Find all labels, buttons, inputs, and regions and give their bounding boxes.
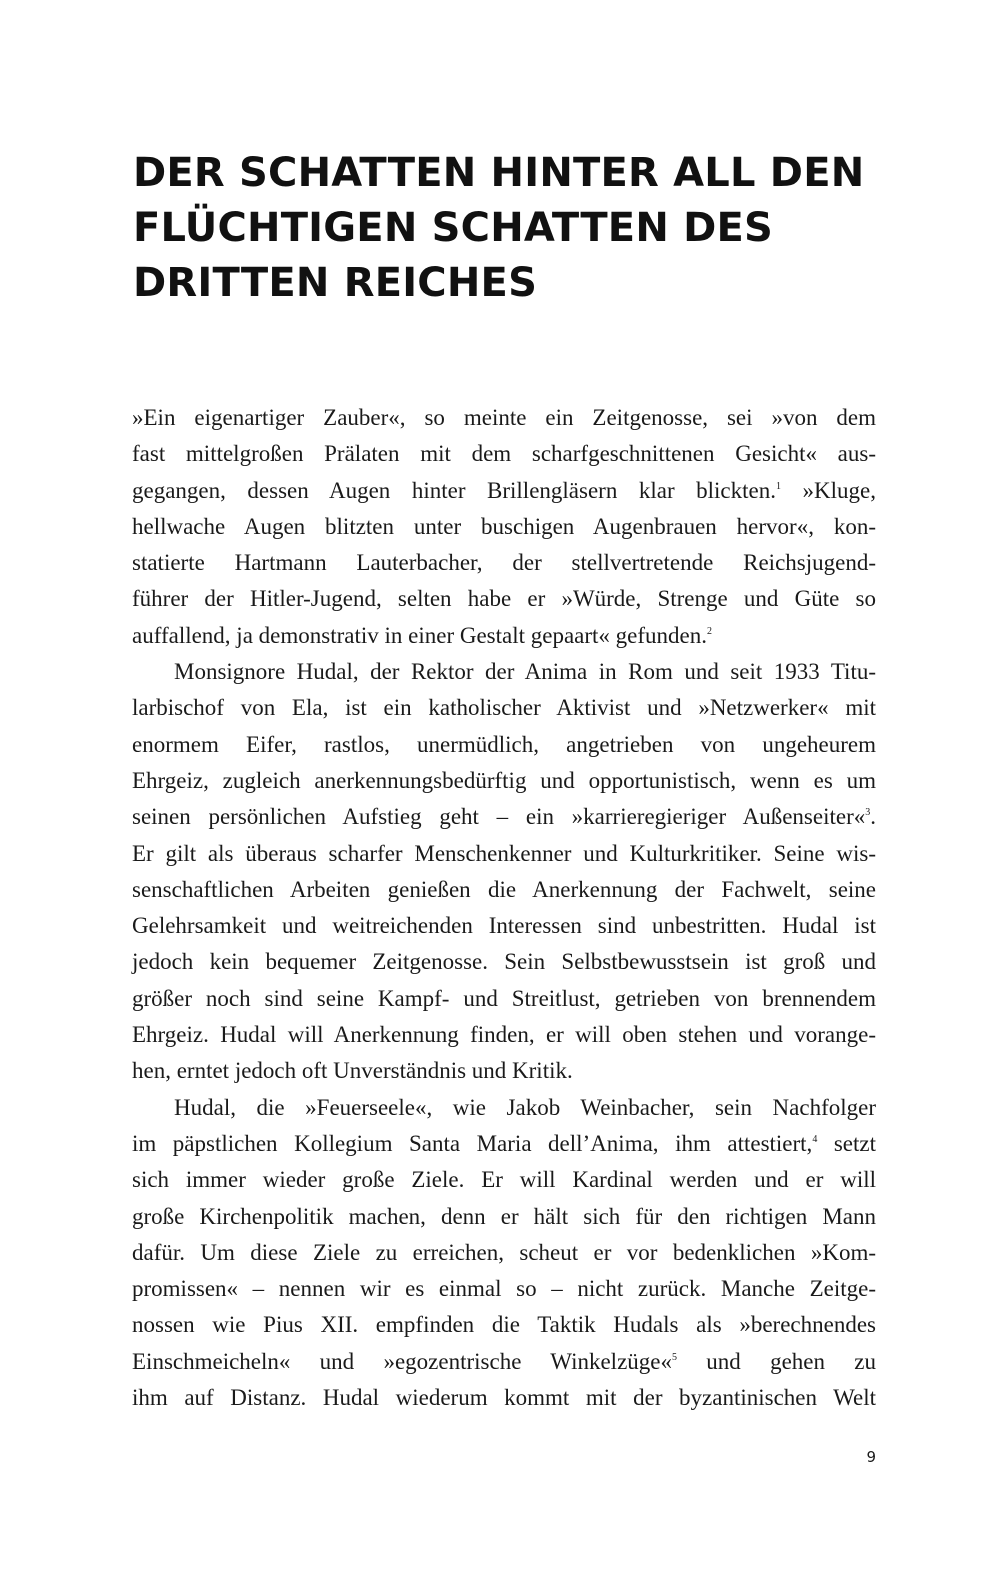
text-line: Monsignore Hudal, der Rektor der Anima in Rom und seit 1933 Titu- [174, 659, 876, 685]
text-line: nossen wie Pius XII. empfinden die Taktik Hudals als »berechnendes [132, 1312, 876, 1338]
text-line: jedoch kein bequemer Zeitgenosse. Sein Selbstbewusstsein ist groß und [132, 949, 876, 975]
paragraph-2 [132, 654, 876, 1090]
text-segment: und gehen zu [676, 1348, 876, 1374]
text-line: enormem Eifer, rastlos, unermüdlich, angetrieben von ungeheurem [132, 731, 876, 757]
text-line: größer noch sind seine Kampf- und Streitlust, getrieben von brennendem [132, 985, 876, 1011]
text-segment: seinen persönlichen Aufstieg geht – ein »karrieregieriger Außenseiter« [132, 804, 866, 830]
text-segment: setzt [817, 1130, 876, 1156]
text-segment: »Kluge, [780, 477, 876, 503]
text-segment: . [870, 804, 876, 830]
text-line [132, 1344, 876, 1380]
text-line: ihm auf Distanz. Hudal wiederum kommt mit der byzantinischen Welt [132, 1385, 876, 1411]
chapter-title [133, 146, 893, 311]
footnote-marker: 1 [775, 480, 781, 492]
text-line [132, 799, 876, 835]
text-line: sich immer wieder große Ziele. Er will Kardinal werden und er will [132, 1167, 876, 1193]
text-line [132, 618, 876, 654]
text-line: »Ein eigenartiger Zauber«, so meinte ein Zeitgenosse, sei »von dem [132, 405, 876, 430]
text-segment: Einschmeicheln« und »egozentrische Winkelzüge« [132, 1348, 672, 1374]
text-line [132, 1126, 876, 1162]
chapter-title-line: DRITTEN REICHES [133, 260, 538, 306]
text-line: Ehrgeiz, zugleich anerkennungsbedürftig und opportunistisch, wenn es um [132, 767, 876, 793]
chapter-title-line: DER SCHATTEN HINTER ALL DEN [133, 150, 865, 196]
text-line: Hudal, die »Feuerseele«, wie Jakob Weinbacher, sein Nachfolger [174, 1094, 876, 1120]
page-number: 9 [866, 1448, 876, 1466]
text-line: promissen« – nennen wir es einmal so – nicht zurück. Manche Zeitge- [132, 1276, 876, 1302]
chapter-title-line: FLÜCHTIGEN SCHATTEN DES [133, 205, 774, 251]
footnote-marker: 5 [671, 1351, 677, 1363]
text-line: senschaftlichen Arbeiten genießen die Anerkennung der Fachwelt, seine [132, 876, 876, 902]
text-line: Gelehrsamkeit und weitreichenden Interessen sind unbestritten. Hudal ist [132, 913, 876, 939]
text-line: larbischof von Ela, ist ein katholischer Aktivist und »Netzwerker« mit [132, 695, 876, 721]
paragraph-1 [132, 400, 876, 654]
text-line: dafür. Um diese Ziele zu erreichen, scheut er vor bedenklichen »Kom- [132, 1239, 876, 1265]
text-segment: auffallend, ja demonstrativ in einer Gestalt gepaart« gefunden. [132, 622, 707, 648]
footnote-marker: 3 [865, 807, 871, 819]
text-line: Ehrgeiz. Hudal will Anerkennung finden, er will oben stehen und vorange- [132, 1022, 876, 1048]
text-line: hen, erntet jedoch oft Unverständnis und Kritik. [132, 1058, 573, 1084]
text-line: Er gilt als überaus scharfer Menschenkenner und Kulturkritiker. Seine wis- [132, 840, 876, 866]
text-line: große Kirchenpolitik machen, denn er hält sich für den richtigen Mann [132, 1203, 876, 1229]
footnote-marker: 4 [812, 1133, 818, 1145]
paragraph-3 [132, 1090, 876, 1417]
text-segment: gegangen, dessen Augen hinter Brillengläsern klar blickten. [132, 477, 776, 503]
text-line: statierte Hartmann Lauterbacher, der stellvertretende Reichsjugend- [132, 550, 876, 576]
text-line [132, 473, 876, 509]
text-segment: im päpstlichen Kollegium Santa Maria dell’Anima, ihm attestiert, [132, 1130, 813, 1156]
footnote-marker: 2 [707, 625, 712, 637]
text-line: fast mittelgroßen Prälaten mit dem scharfgeschnittenen Gesicht« aus- [132, 441, 876, 467]
text-line: hellwache Augen blitzten unter buschigen Augenbrauen hervor«, kon- [132, 513, 876, 539]
body-text [132, 400, 876, 1416]
text-line: führer der Hitler-Jugend, selten habe er »Würde, Strenge und Güte so [132, 586, 876, 612]
